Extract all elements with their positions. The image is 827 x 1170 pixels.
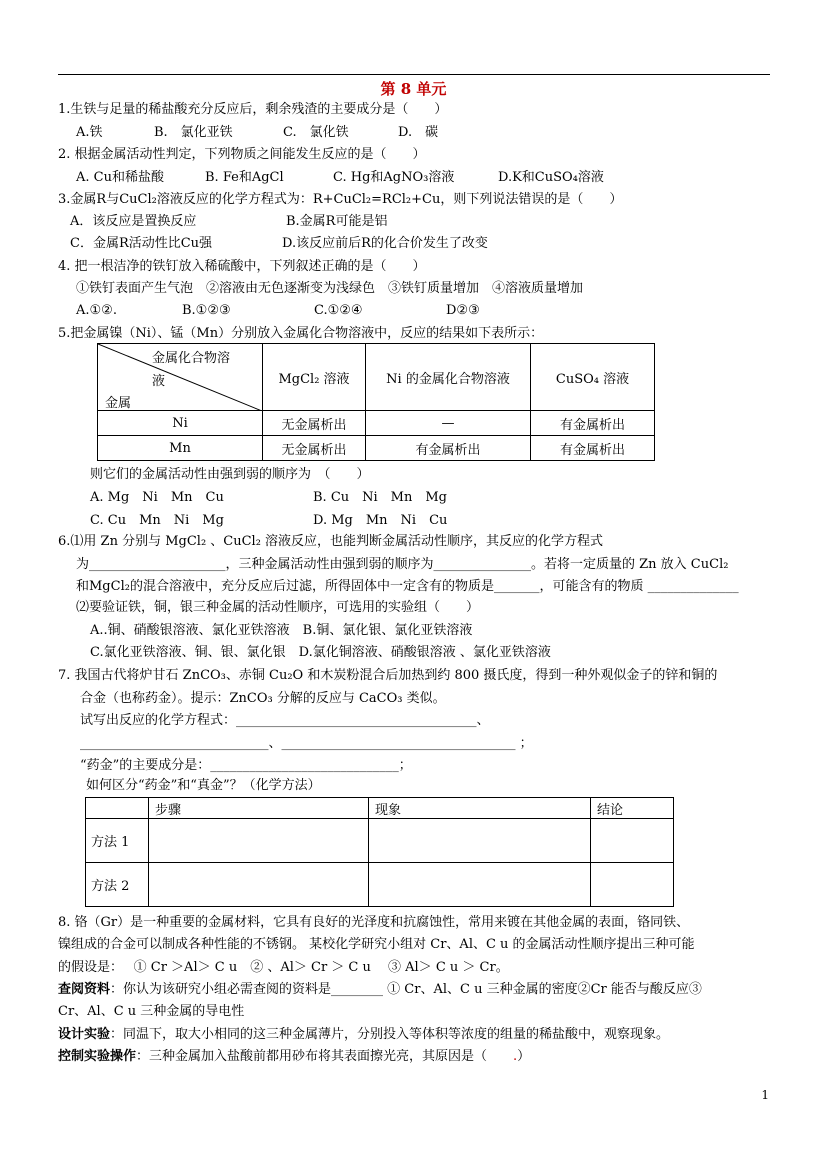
q5-option-c: C. Cu Mn Ni Mg bbox=[90, 513, 224, 528]
q2-option-d: D.K和CuSO₄溶液 bbox=[498, 170, 604, 185]
q7-header-conclusion: 结论 bbox=[591, 798, 674, 819]
q5-header-cuso4: CuSO₄ 溶液 bbox=[531, 344, 655, 411]
q8-line-1: 8. 铬（Gr）是一种重要的金属材料，它具有良好的光泽度和抗腐蚀性，常用来镀在其他金属的表面，铬同铁、 bbox=[58, 915, 690, 930]
q8-label-research: 查阅资料 bbox=[58, 982, 111, 997]
q4-statements: ①铁钉表面产生气泡 ②溶液由无色逐渐变为浅绿色 ③铁钉质量增加 ④溶液质量增加 bbox=[76, 281, 584, 296]
q4-option-c: C.①②④ bbox=[314, 303, 363, 318]
q5-stem: 5.把金属镍（Ni）、锰（Mn）分别放入金属化合物溶液中，反应的结果如下表所示： bbox=[58, 326, 544, 341]
q5-corner-cell bbox=[98, 344, 263, 411]
q1-stem: 1.生铁与足量的稀盐酸充分反应后，剩余残渣的主要成分是（ ） bbox=[58, 102, 448, 117]
q5-cell: 有金属析出 bbox=[366, 436, 531, 461]
q3-option-d: D.该反应前后R的化合价发生了改变 bbox=[282, 236, 488, 251]
q3-stem: 3.金属R与CuCl₂溶液反应的化学方程式为：R+CuCl₂=RCl₂+Cu，则下列说法错误的是（ ） bbox=[58, 192, 623, 207]
q7-method-2-label: 方法 2 bbox=[86, 863, 149, 907]
q3-option-c: C．金属R活动性比Cu强 bbox=[70, 236, 213, 251]
q8-line-7-end: ） bbox=[517, 1049, 531, 1064]
q7-header-observation: 现象 bbox=[369, 798, 591, 819]
q8-line-4: ：你认为该研究小组必需查阅的资料是________ ① Cr、Al、C u 三种金属的密度②Cr 能否与酸反应③ bbox=[110, 982, 702, 997]
q2-stem: 2. 根据金属活动性判定，下列物质之间能发生反应的是（ ） bbox=[58, 147, 426, 162]
q1-option-a: A.铁 bbox=[76, 125, 103, 140]
q7-line-2: 合金（也称药金）。提示：ZnCO₃ 分解的反应与 CaCO₃ 类似。 bbox=[80, 691, 446, 706]
q1-option-b: B. 氯化亚铁 bbox=[154, 125, 233, 140]
q7-method-2-steps[interactable] bbox=[149, 863, 369, 907]
q7-line-3: 试写出反应的化学方程式：_____________________________________、 bbox=[80, 713, 490, 728]
q5-cell: — bbox=[366, 411, 531, 436]
q8-label-design: 设计实验 bbox=[58, 1027, 111, 1042]
q6-line-4: ⑵要验证铁，铜，银三种金属的活动性顺序，可选用的实验组（ ） bbox=[76, 600, 480, 615]
q5-question: 则它们的金属活动性由强到弱的顺序为 （ ） bbox=[90, 467, 370, 482]
q7-line-1: 7. 我国古代将炉甘石 ZnCO₃、赤铜 Cu₂O 和木炭粉混合后加热到约 800 摄氏度，得到一种外观似金子的锌和铜的 bbox=[58, 668, 718, 683]
header-rule bbox=[58, 74, 770, 75]
q7-method-2-observation[interactable] bbox=[369, 863, 591, 907]
q5-cell: 无金属析出 bbox=[263, 411, 366, 436]
q7-header-steps: 步骤 bbox=[149, 798, 369, 819]
q6-line-1: 6.⑴用 Zn 分别与 MgCl₂ 、CuCl₂ 溶液反应，也能判断金属活动性顺序，其反应的化学方程式 bbox=[58, 534, 604, 549]
q8-line-7: ：三种金属加入盐酸前都用砂布将其表面擦光亮，其原因是（ bbox=[136, 1049, 514, 1064]
q5-option-b: B. Cu Ni Mn Mg bbox=[313, 490, 447, 505]
q4-option-d: D②③ bbox=[446, 303, 480, 318]
q3-option-a: A．该反应是置换反应 bbox=[70, 214, 197, 229]
q5-results-table bbox=[97, 343, 655, 461]
q7-line-6: 如何区分“药金”和“真金”？（化学方法） bbox=[86, 778, 321, 793]
q5-corner-mid: 液 bbox=[152, 374, 166, 389]
page-number: 1 bbox=[761, 1088, 769, 1102]
q7-line-4: _____________________________、____________________________________ ； bbox=[80, 736, 533, 751]
q5-corner-top: 金属化合物溶 bbox=[152, 351, 231, 366]
q2-option-c: C. Hg和AgNO₃溶液 bbox=[333, 170, 455, 185]
q2-option-b: B. Fe和AgCl bbox=[205, 170, 284, 185]
q1-option-c: C. 氯化铁 bbox=[283, 125, 349, 140]
q8-line-6: ：同温下，取大小相同的这三种金属薄片，分别投入等体积等浓度的组量的稀盐酸中，观察现象。 bbox=[110, 1027, 670, 1042]
q7-method-1-label: 方法 1 bbox=[86, 819, 149, 863]
q7-method-table bbox=[85, 797, 674, 907]
q8-red-dot: . bbox=[513, 1049, 518, 1064]
q5-header-ni: Ni 的金属化合物溶液 bbox=[366, 344, 531, 411]
q5-cell: 有金属析出 bbox=[531, 436, 655, 461]
q5-option-d: D. Mg Mn Ni Cu bbox=[313, 513, 448, 528]
q7-line-5: “药金”的主要成分是：_____________________________； bbox=[80, 758, 412, 773]
q4-option-b: B.①②③ bbox=[182, 303, 231, 318]
q5-row-metal: Ni bbox=[98, 411, 263, 436]
page-title: 第 8 单元 bbox=[380, 80, 447, 98]
q2-option-a: A. Cu和稀盐酸 bbox=[76, 170, 164, 185]
q7-method-2-conclusion[interactable] bbox=[591, 863, 674, 907]
q8-line-4-wrap bbox=[58, 981, 702, 999]
q6-line-3: 和MgCl₂的混合溶液中，充分反应后过滤，所得固体中一定含有的物质是_______，可能含有的物质 ______________ bbox=[76, 579, 739, 594]
q5-cell: 有金属析出 bbox=[531, 411, 655, 436]
q5-header-mgcl2: MgCl₂ 溶液 bbox=[263, 344, 366, 411]
q6-line-6: C.氯化亚铁溶液、铜、银、氯化银 D.氯化铜溶液、硝酸银溶液 、氯化亚铁溶液 bbox=[90, 645, 551, 660]
q8-line-6-wrap bbox=[58, 1026, 669, 1044]
q8-line-7-wrap bbox=[58, 1048, 530, 1066]
q8-label-control: 控制实验操作 bbox=[58, 1049, 137, 1064]
q4-option-a: A.①②. bbox=[76, 303, 117, 318]
q5-cell: 无金属析出 bbox=[263, 436, 366, 461]
q7-method-1-steps[interactable] bbox=[149, 819, 369, 863]
q8-line-5: Cr、Al、C u 三种金属的导电性 bbox=[58, 1004, 245, 1019]
q3-option-b: B.金属R可能是铝 bbox=[286, 214, 388, 229]
q7-method-1-observation[interactable] bbox=[369, 819, 591, 863]
q8-line-3: 的假设是： ① Cr ＞Al＞ C u ② 、Al＞ Cr ＞ C u ③ Al＞ C u ＞ Cr。 bbox=[58, 960, 509, 975]
q4-stem: 4. 把一根洁净的铁钉放入稀硫酸中，下列叙述正确的是（ ） bbox=[58, 259, 426, 274]
q5-corner-bottom: 金属 bbox=[105, 396, 132, 411]
q6-line-2: 为_____________________，三种金属活动性由强到弱的顺序为_______________。若将一定质量的 Zn 放入 CuCl₂ bbox=[76, 557, 729, 572]
q6-line-5: A..铜、硝酸银溶液、氯化亚铁溶液 B.铜、氯化银、氯化亚铁溶液 bbox=[90, 623, 473, 638]
q8-line-2: 镍组成的合金可以制成各种性能的不锈钢。 某校化学研究小组对 Cr、Al、C u 的金属活动性顺序提出三种可能 bbox=[58, 937, 695, 952]
q7-method-1-conclusion[interactable] bbox=[591, 819, 674, 863]
q5-row-metal: Mn bbox=[98, 436, 263, 461]
q1-option-d: D. 碳 bbox=[398, 125, 439, 140]
q7-header-blank bbox=[86, 798, 149, 819]
q5-option-a: A. Mg Ni Mn Cu bbox=[90, 490, 224, 505]
